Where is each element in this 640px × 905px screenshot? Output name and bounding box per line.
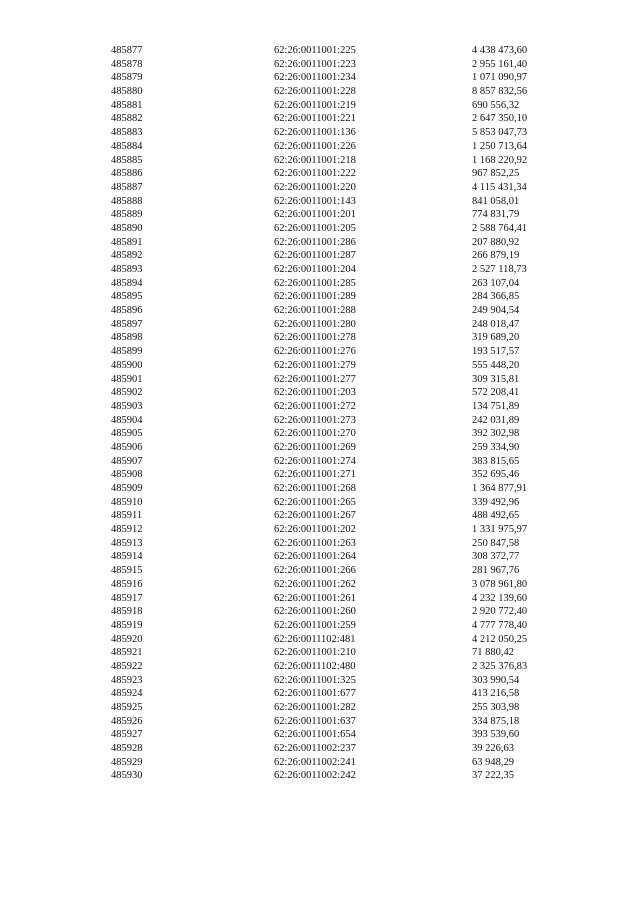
table-row bbox=[0, 619, 640, 633]
row-id-cell: 485897 bbox=[111, 318, 143, 330]
cadastral-number-cell: 62:26:0011001:234 bbox=[274, 72, 356, 84]
table-row bbox=[0, 304, 640, 318]
value-cell: 339 492,96 bbox=[472, 496, 520, 508]
table-row bbox=[0, 769, 640, 783]
table-row bbox=[0, 592, 640, 606]
value-cell: 4 115 431,34 bbox=[472, 181, 527, 193]
value-cell: 555 448,20 bbox=[472, 359, 520, 371]
table-row bbox=[0, 674, 640, 688]
row-id-cell: 485883 bbox=[111, 127, 143, 139]
cadastral-number-cell: 62:26:0011001:269 bbox=[274, 441, 356, 453]
row-id-cell: 485921 bbox=[111, 647, 143, 659]
row-id-cell: 485877 bbox=[111, 45, 143, 56]
cadastral-number-cell: 62:26:0011102:480 bbox=[274, 660, 356, 672]
row-id-cell: 485922 bbox=[111, 660, 143, 672]
value-cell: 3 078 961,80 bbox=[472, 578, 528, 590]
table-row bbox=[0, 386, 640, 400]
table-row bbox=[0, 605, 640, 619]
value-cell: 319 689,20 bbox=[472, 332, 520, 344]
row-id-cell: 485899 bbox=[111, 346, 143, 358]
row-id-cell: 485904 bbox=[111, 414, 143, 426]
value-cell: 352 695,46 bbox=[472, 469, 520, 481]
row-id-cell: 485910 bbox=[111, 496, 143, 508]
row-id-cell: 485913 bbox=[111, 537, 143, 549]
table-row bbox=[0, 331, 640, 345]
cadastral-number-cell: 62:26:0011001:262 bbox=[274, 578, 356, 590]
row-id-cell: 485925 bbox=[111, 702, 143, 713]
row-id-cell: 485903 bbox=[111, 400, 143, 412]
row-id-cell: 485927 bbox=[111, 729, 143, 741]
cadastral-number-cell: 62:26:0011001:278 bbox=[274, 332, 356, 344]
table-row bbox=[0, 660, 640, 674]
cadastral-number-cell: 62:26:0011001:654 bbox=[274, 729, 356, 741]
row-id-cell: 485909 bbox=[111, 483, 143, 494]
table-row bbox=[0, 359, 640, 373]
cadastral-number-cell: 62:26:0011001:203 bbox=[274, 387, 356, 399]
table-row bbox=[0, 58, 640, 72]
table-row bbox=[0, 99, 640, 113]
cadastral-number-cell: 62:26:0011001:270 bbox=[274, 428, 356, 440]
cadastral-number-cell: 62:26:0011001:677 bbox=[274, 688, 356, 700]
table-row bbox=[0, 756, 640, 770]
value-cell: 193 517,57 bbox=[472, 346, 520, 358]
table-row bbox=[0, 44, 640, 58]
value-cell: 690 556,32 bbox=[472, 99, 520, 111]
row-id-cell: 485920 bbox=[111, 633, 143, 645]
row-id-cell: 485918 bbox=[111, 606, 143, 618]
value-cell: 266 879,19 bbox=[472, 250, 520, 262]
table-row bbox=[0, 345, 640, 359]
value-cell: 71 880,42 bbox=[472, 647, 514, 659]
value-cell: 2 527 118,73 bbox=[472, 264, 527, 275]
table-row bbox=[0, 208, 640, 222]
row-id-cell: 485890 bbox=[111, 222, 143, 234]
cadastral-number-cell: 62:26:0011001:226 bbox=[274, 140, 356, 152]
cadastral-number-cell: 62:26:0011001:282 bbox=[274, 702, 356, 713]
cadastral-number-cell: 62:26:0011001:285 bbox=[274, 277, 356, 289]
value-cell: 259 334,90 bbox=[472, 441, 520, 453]
cadastral-number-cell: 62:26:0011001:204 bbox=[274, 264, 356, 275]
table-row bbox=[0, 277, 640, 291]
table-row bbox=[0, 414, 640, 428]
cadastral-number-cell: 62:26:0011001:288 bbox=[274, 305, 356, 317]
cadastral-number-cell: 62:26:0011002:242 bbox=[274, 770, 356, 782]
table-row bbox=[0, 154, 640, 168]
value-cell: 4 777 778,40 bbox=[472, 619, 528, 631]
cadastral-number-cell: 62:26:0011001:225 bbox=[274, 45, 356, 56]
value-cell: 248 018,47 bbox=[472, 318, 520, 330]
row-id-cell: 485879 bbox=[111, 72, 143, 84]
table-row bbox=[0, 181, 640, 195]
value-cell: 383 815,65 bbox=[472, 455, 520, 467]
table-row bbox=[0, 715, 640, 729]
row-id-cell: 485893 bbox=[111, 264, 143, 275]
value-cell: 308 372,77 bbox=[472, 551, 520, 563]
cadastral-number-cell: 62:26:0011002:241 bbox=[274, 756, 356, 768]
value-cell: 249 904,54 bbox=[472, 305, 520, 317]
row-id-cell: 485916 bbox=[111, 578, 143, 590]
row-id-cell: 485895 bbox=[111, 291, 143, 303]
table-row bbox=[0, 646, 640, 660]
value-cell: 2 920 772,40 bbox=[472, 606, 528, 618]
value-cell: 250 847,58 bbox=[472, 537, 520, 549]
value-cell: 572 208,41 bbox=[472, 387, 520, 399]
table-row bbox=[0, 318, 640, 332]
cadastral-number-cell: 62:26:0011001:205 bbox=[274, 222, 356, 234]
row-id-cell: 485919 bbox=[111, 619, 143, 631]
cadastral-number-cell: 62:26:0011001:201 bbox=[274, 209, 356, 221]
table-row bbox=[0, 236, 640, 250]
value-cell: 392 302,98 bbox=[472, 428, 520, 440]
cadastral-number-cell: 62:26:0011001:261 bbox=[274, 592, 356, 604]
value-cell: 334 875,18 bbox=[472, 715, 520, 727]
row-id-cell: 485929 bbox=[111, 756, 143, 768]
cadastral-number-cell: 62:26:0011001:210 bbox=[274, 647, 356, 659]
value-cell: 284 366,85 bbox=[472, 291, 520, 303]
cadastral-number-cell: 62:26:0011001:268 bbox=[274, 483, 356, 494]
table-row bbox=[0, 85, 640, 99]
value-cell: 63 948,29 bbox=[472, 756, 514, 768]
table-row bbox=[0, 509, 640, 523]
cadastral-number-cell: 62:26:0011001:273 bbox=[274, 414, 356, 426]
cadastral-number-cell: 62:26:0011001:263 bbox=[274, 537, 356, 549]
row-id-cell: 485928 bbox=[111, 743, 143, 755]
cadastral-number-cell: 62:26:0011001:280 bbox=[274, 318, 356, 330]
row-id-cell: 485881 bbox=[111, 99, 143, 111]
row-id-cell: 485917 bbox=[111, 592, 143, 604]
table-row bbox=[0, 112, 640, 126]
table-row bbox=[0, 564, 640, 578]
value-cell: 255 303,98 bbox=[472, 702, 520, 713]
value-cell: 2 588 764,41 bbox=[472, 222, 528, 234]
table-row bbox=[0, 468, 640, 482]
table-row bbox=[0, 701, 640, 715]
row-id-cell: 485905 bbox=[111, 428, 143, 440]
value-cell: 967 852,25 bbox=[472, 168, 520, 180]
value-cell: 4 212 050,25 bbox=[472, 633, 528, 645]
row-id-cell: 485900 bbox=[111, 359, 143, 371]
table-row bbox=[0, 550, 640, 564]
row-id-cell: 485926 bbox=[111, 715, 143, 727]
value-cell: 488 492,65 bbox=[472, 510, 520, 522]
row-id-cell: 485914 bbox=[111, 551, 143, 563]
cadastral-number-cell: 62:26:0011001:637 bbox=[274, 715, 356, 727]
value-cell: 37 222,35 bbox=[472, 770, 514, 782]
table-row bbox=[0, 578, 640, 592]
value-cell: 1 250 713,64 bbox=[472, 140, 528, 152]
cadastral-number-cell: 62:26:0011001:289 bbox=[274, 291, 356, 303]
cadastral-number-cell: 62:26:0011001:259 bbox=[274, 619, 356, 631]
value-cell: 774 831,79 bbox=[472, 209, 520, 221]
row-id-cell: 485884 bbox=[111, 140, 143, 152]
table-row bbox=[0, 496, 640, 510]
value-cell: 1 168 220,92 bbox=[472, 154, 528, 166]
value-cell: 393 539,60 bbox=[472, 729, 520, 741]
row-id-cell: 485898 bbox=[111, 332, 143, 344]
value-cell: 1 364 877,91 bbox=[472, 483, 528, 494]
value-cell: 39 226,63 bbox=[472, 743, 514, 755]
cadastral-number-cell: 62:26:0011001:325 bbox=[274, 674, 356, 686]
row-id-cell: 485878 bbox=[111, 58, 143, 70]
row-id-cell: 485901 bbox=[111, 373, 143, 385]
cadastral-number-cell: 62:26:0011001:143 bbox=[274, 195, 356, 207]
value-cell: 134 751,89 bbox=[472, 400, 520, 412]
cadastral-number-cell: 62:26:0011001:223 bbox=[274, 58, 356, 70]
value-cell: 309 315,81 bbox=[472, 373, 520, 385]
value-cell: 8 857 832,56 bbox=[472, 86, 528, 98]
row-id-cell: 485930 bbox=[111, 770, 143, 782]
cadastral-number-cell: 62:26:0011001:276 bbox=[274, 346, 356, 358]
row-id-cell: 485891 bbox=[111, 236, 143, 248]
row-id-cell: 485906 bbox=[111, 441, 143, 453]
row-id-cell: 485889 bbox=[111, 209, 143, 221]
table-row bbox=[0, 742, 640, 756]
row-id-cell: 485915 bbox=[111, 565, 143, 577]
table-row bbox=[0, 71, 640, 85]
value-cell: 4 232 139,60 bbox=[472, 592, 528, 604]
table-row bbox=[0, 728, 640, 742]
value-cell: 1 331 975,97 bbox=[472, 524, 528, 536]
row-id-cell: 485887 bbox=[111, 181, 143, 193]
value-cell: 242 031,89 bbox=[472, 414, 520, 426]
cadastral-number-cell: 62:26:0011001:266 bbox=[274, 565, 356, 577]
row-id-cell: 485882 bbox=[111, 113, 143, 125]
cadastral-number-cell: 62:26:0011001:271 bbox=[274, 469, 356, 481]
cadastral-number-cell: 62:26:0011001:279 bbox=[274, 359, 356, 371]
cadastral-number-cell: 62:26:0011102:481 bbox=[274, 633, 356, 645]
cadastral-number-cell: 62:26:0011001:136 bbox=[274, 127, 356, 139]
row-id-cell: 485888 bbox=[111, 195, 143, 207]
value-cell: 413 216,58 bbox=[472, 688, 520, 700]
row-id-cell: 485892 bbox=[111, 250, 143, 262]
row-id-cell: 485902 bbox=[111, 387, 143, 399]
table-row bbox=[0, 222, 640, 236]
value-cell: 263 107,04 bbox=[472, 277, 520, 289]
value-cell: 303 990,54 bbox=[472, 674, 520, 686]
table-row bbox=[0, 167, 640, 181]
value-cell: 2 955 161,40 bbox=[472, 58, 528, 70]
row-id-cell: 485886 bbox=[111, 168, 143, 180]
table-row bbox=[0, 400, 640, 414]
table-row bbox=[0, 441, 640, 455]
cadastral-number-cell: 62:26:0011001:277 bbox=[274, 373, 356, 385]
table-row bbox=[0, 140, 640, 154]
row-id-cell: 485894 bbox=[111, 277, 143, 289]
value-cell: 207 880,92 bbox=[472, 236, 520, 248]
row-id-cell: 485885 bbox=[111, 154, 143, 166]
row-id-cell: 485923 bbox=[111, 674, 143, 686]
table-row bbox=[0, 427, 640, 441]
table-row bbox=[0, 455, 640, 469]
table-row bbox=[0, 523, 640, 537]
table-row bbox=[0, 687, 640, 701]
cadastral-number-cell: 62:26:0011001:272 bbox=[274, 400, 356, 412]
data-table bbox=[0, 44, 640, 783]
table-row bbox=[0, 537, 640, 551]
cadastral-number-cell: 62:26:0011001:228 bbox=[274, 86, 356, 98]
cadastral-number-cell: 62:26:0011001:219 bbox=[274, 99, 356, 111]
table-row bbox=[0, 290, 640, 304]
table-row bbox=[0, 482, 640, 496]
value-cell: 5 853 047,73 bbox=[472, 127, 528, 139]
cadastral-number-cell: 62:26:0011001:202 bbox=[274, 524, 356, 536]
cadastral-number-cell: 62:26:0011001:222 bbox=[274, 168, 356, 180]
table-row bbox=[0, 195, 640, 209]
table-row bbox=[0, 126, 640, 140]
table-row bbox=[0, 373, 640, 387]
cadastral-number-cell: 62:26:0011001:264 bbox=[274, 551, 356, 563]
cadastral-number-cell: 62:26:0011001:286 bbox=[274, 236, 356, 248]
cadastral-number-cell: 62:26:0011001:267 bbox=[274, 510, 356, 522]
row-id-cell: 485907 bbox=[111, 455, 143, 467]
cadastral-number-cell: 62:26:0011001:274 bbox=[274, 455, 356, 467]
cadastral-number-cell: 62:26:0011001:265 bbox=[274, 496, 356, 508]
value-cell: 1 071 090,97 bbox=[472, 72, 528, 84]
cadastral-number-cell: 62:26:0011001:221 bbox=[274, 113, 356, 125]
table-row bbox=[0, 263, 640, 277]
row-id-cell: 485924 bbox=[111, 688, 143, 700]
row-id-cell: 485911 bbox=[111, 510, 143, 522]
value-cell: 2 647 350,10 bbox=[472, 113, 528, 125]
cadastral-number-cell: 62:26:0011001:218 bbox=[274, 154, 356, 166]
row-id-cell: 485880 bbox=[111, 86, 143, 98]
row-id-cell: 485908 bbox=[111, 469, 143, 481]
cadastral-number-cell: 62:26:0011001:220 bbox=[274, 181, 356, 193]
row-id-cell: 485912 bbox=[111, 524, 143, 536]
row-id-cell: 485896 bbox=[111, 305, 143, 317]
table-row bbox=[0, 249, 640, 263]
value-cell: 4 438 473,60 bbox=[472, 45, 528, 56]
cadastral-number-cell: 62:26:0011001:287 bbox=[274, 250, 356, 262]
table-row bbox=[0, 633, 640, 647]
cadastral-number-cell: 62:26:0011002:237 bbox=[274, 743, 356, 755]
cadastral-number-cell: 62:26:0011001:260 bbox=[274, 606, 356, 618]
value-cell: 281 967,76 bbox=[472, 565, 520, 577]
value-cell: 841 058,01 bbox=[472, 195, 520, 207]
value-cell: 2 325 376,83 bbox=[472, 660, 528, 672]
